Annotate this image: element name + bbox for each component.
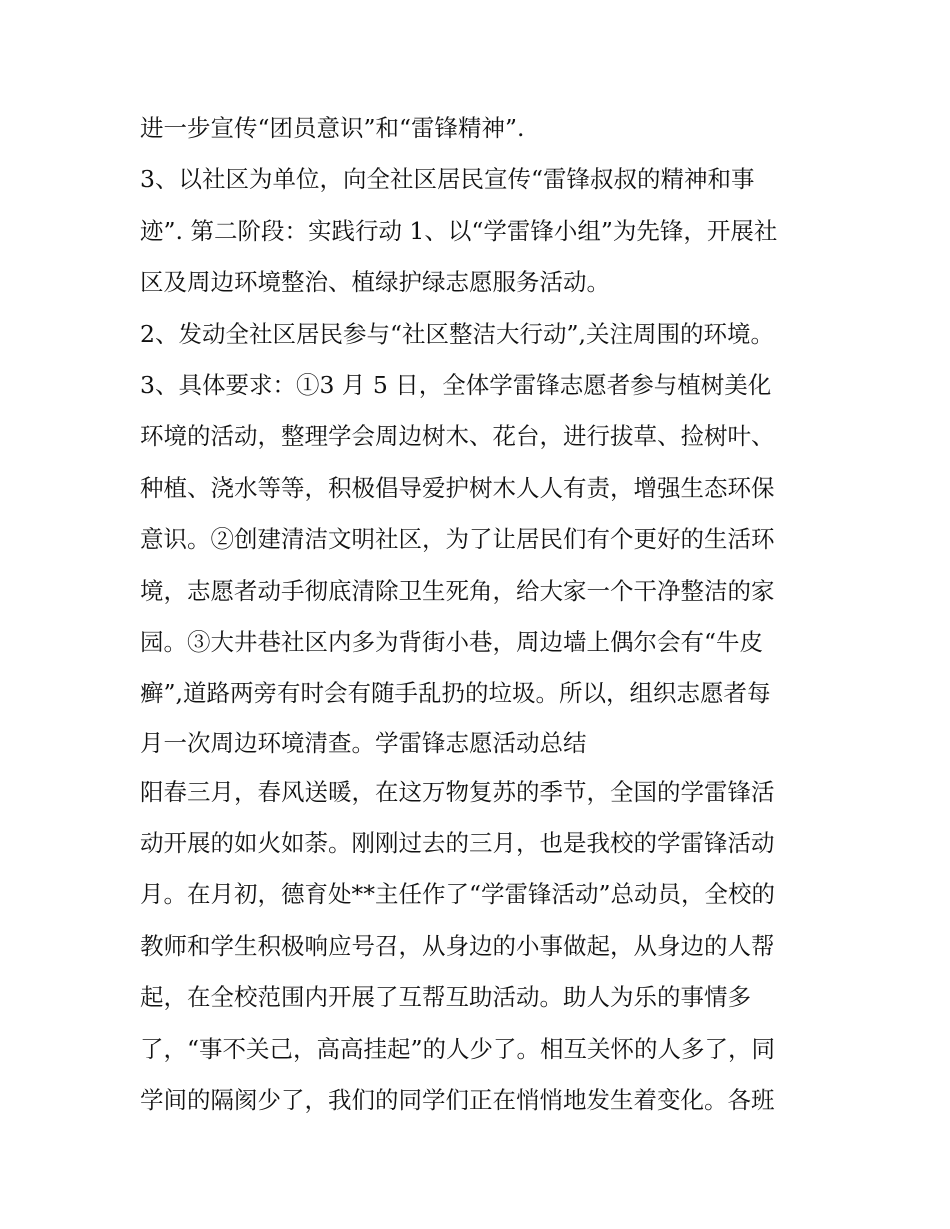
text-line: 2、发动全社区居民参与“社区整洁大行动”,关注周围的环境。 (140, 319, 774, 348)
text-line: 园。③大井巷社区内多为背街小巷，周边墙上偶尔会有“牛皮 (140, 627, 764, 656)
text-line: 3、以社区为单位，向全社区居民宣传“雷锋叔叔的精神和事 (140, 165, 755, 194)
text-line: 了，“事不关己，高高挂起”的人少了。相互关怀的人多了，同 (140, 1034, 776, 1063)
text-line: 区及周边环境整治、植绿护绿志愿服务活动。 (140, 268, 610, 297)
text-line: 阳春三月，春风送暖，在这万物复苏的季节，全国的学雷锋活 (140, 777, 775, 806)
text-line: 月一次周边环境清查。学雷锋志愿活动总结 (140, 728, 587, 757)
text-line: 起，在全校范围内开展了互帮互助活动。助人为乐的事情多 (140, 983, 751, 1012)
text-line: 癣”,道路两旁有时会有随手乱扔的垃圾。所以，组织志愿者每 (140, 679, 771, 708)
text-line: 学间的隔阂少了，我们的同学们正在悄悄地发生着变化。各班 (140, 1086, 775, 1115)
text-line: 意识。②创建清洁文明社区，为了让居民们有个更好的生活环 (140, 525, 775, 554)
text-line: 动开展的如火如荼。刚刚过去的三月，也是我校的学雷锋活动 (140, 829, 775, 858)
text-line: 3、具体要求：①3 月 5 日，全体学雷锋志愿者参与植树美化 (140, 370, 772, 399)
text-line: 迹”. 第二阶段：实践行动 1、以“学雷锋小组”为先锋，开展社 (140, 216, 778, 245)
text-line: 境，志愿者动手彻底清除卫生死角，给大家一个干净整洁的家 (140, 576, 775, 605)
text-line: 环境的活动，整理学会周边树木、花台，进行拔草、捡树叶、 (140, 422, 775, 451)
text-line: 月。在月初，德育处**主任作了“学雷锋活动”总动员，全校的 (140, 880, 776, 909)
text-line: 教师和学生积极响应号召，从身边的小事做起，从身边的人帮 (140, 931, 775, 960)
body-text (140, 103, 820, 1126)
text-line: 种植、浇水等等，积极倡导爱护树木人人有责，增强生态环保 (140, 473, 775, 502)
text-line: 进一步宣传“团员意识”和“雷锋精神”. (140, 114, 525, 142)
